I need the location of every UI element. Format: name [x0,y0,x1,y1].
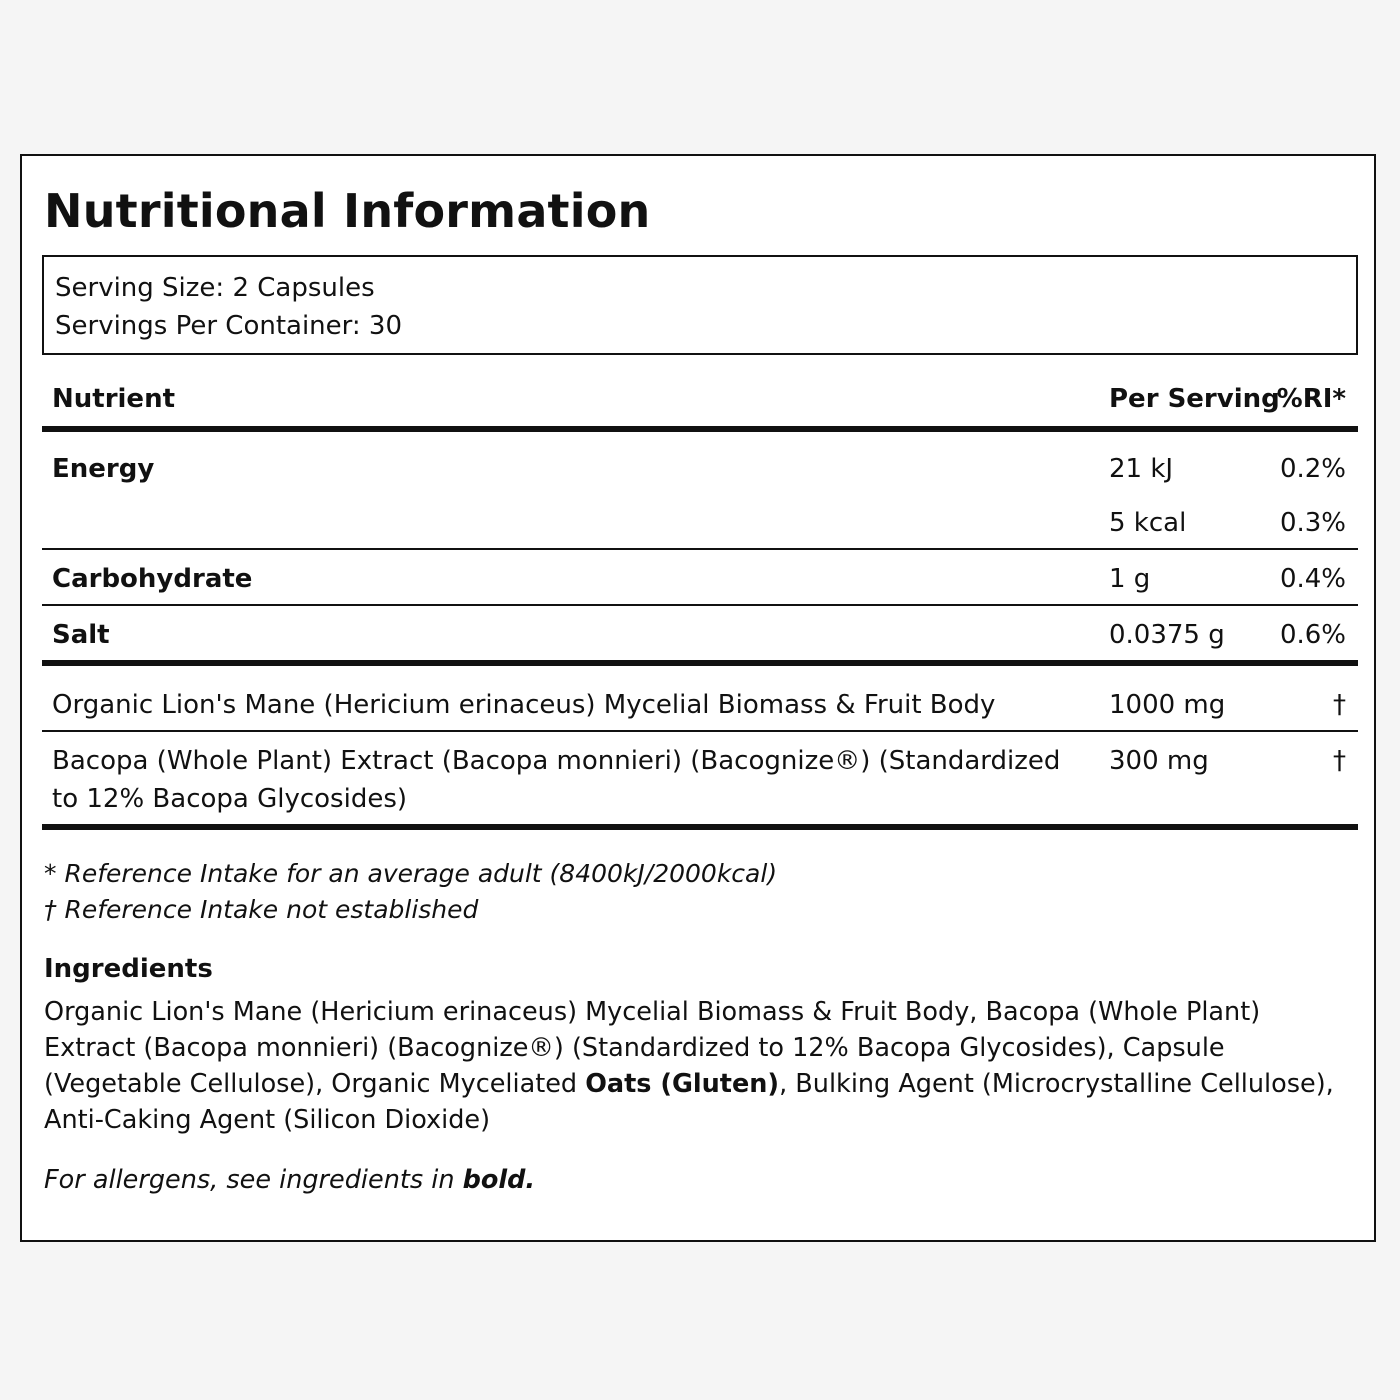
serving-size: Serving Size: 2 Capsules [55,273,375,303]
divider-thin [42,604,1358,606]
row-nutrient: Bacopa (Whole Plant) Extract (Bacopa monnieri) (Bacognize®) (Standardized to 12% Bacopa Glycosides) [52,746,1061,814]
divider-thin [42,548,1358,550]
row-amount: 1000 mg [1109,690,1226,720]
row-amount: 21 kJ [1109,454,1174,484]
row-nutrient: Salt [52,620,110,650]
ingredients-heading: Ingredients [44,954,213,984]
nutrition-panel [20,154,1376,1242]
row-ri: 0.3% [1279,508,1346,538]
row-ri: 0.2% [1279,454,1346,484]
row-ri: 0.6% [1279,620,1346,650]
divider-thick [42,824,1358,830]
row-ri: † [1333,690,1346,720]
row-amount: 0.0375 g [1109,620,1225,650]
row-nutrient: Carbohydrate [52,564,253,594]
row-nutrient: Energy [52,454,155,484]
row-ri: 0.4% [1279,564,1346,594]
header-per-serving: Per Serving [1109,384,1280,414]
servings-per-container: Servings Per Container: 30 [55,311,403,341]
dagger-footnote: † Reference Intake not established [44,895,479,924]
footnotes [44,856,777,928]
divider-thin [42,730,1358,732]
allergen-note-text: For allergens, see ingredients in [44,1165,463,1195]
page-title: Nutritional Information [44,184,651,238]
ri-footnote: * Reference Intake for an average adult (8400kJ/2000kcal) [44,859,778,888]
ingredients-text [44,994,1344,1138]
row-ri: † [1333,746,1346,776]
ingredients-text-before: Organic Lion's Mane (Hericium erinaceus) Mycelial Biomass & Fruit Body, Bacopa (Whole Plant) Extract (Bacopa monnieri) (Bacognize®) (Standardized to 12% Bacopa Glycosides), Capsule (Vegetable Cellulose), Organic Myceliated [44,997,1261,1099]
row-nutrient: Organic Lion's Mane (Hericium erinaceus) Mycelial Biomass & Fruit Body [52,690,996,720]
row-amount: 300 mg [1109,746,1209,776]
allergen-note-bold: bold. [462,1165,536,1195]
serving-info-box [42,255,1358,355]
row-amount: 5 kcal [1109,508,1187,538]
header-ri: %RI* [1276,384,1346,414]
header-nutrient: Nutrient [52,384,176,414]
ingredients-text-after: , Bulking Agent (Microcrystalline Cellulose), Anti-Caking Agent (Silicon Dioxide) [44,1069,1334,1135]
allergen-ingredient: Oats (Gluten) [585,1069,780,1099]
row-amount: 1 g [1109,564,1151,594]
allergen-note [44,1162,535,1198]
divider-thick [42,660,1358,666]
divider-thick [42,426,1358,432]
